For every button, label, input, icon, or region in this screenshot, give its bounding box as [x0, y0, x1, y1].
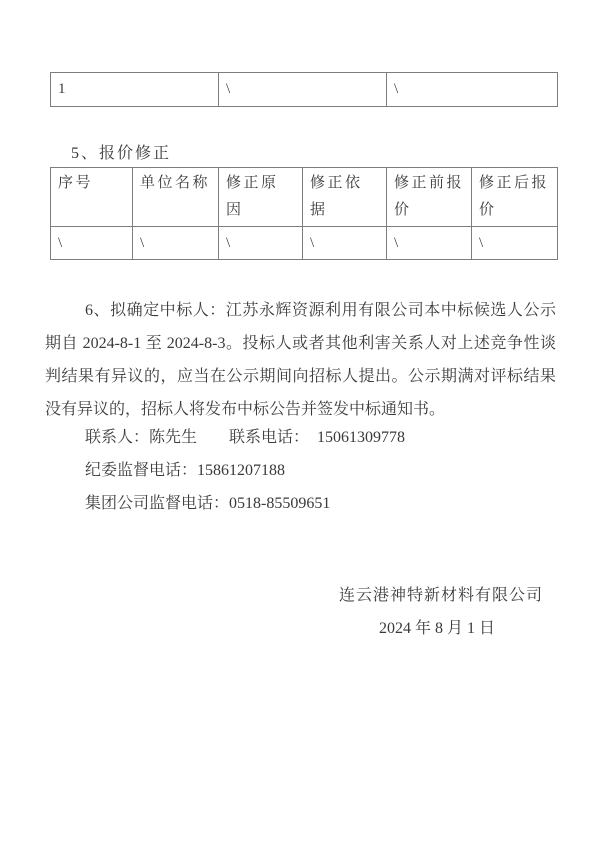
correction-cell-6: \ — [472, 227, 558, 260]
price-correction-table — [50, 167, 558, 260]
discipline-supervision-phone-line: 纪委监督电话：15861207188 — [85, 462, 286, 479]
section5-heading: 5、报价修正 — [71, 145, 172, 162]
contact-block — [85, 421, 525, 520]
continuation-cell-index: 1 — [51, 73, 219, 107]
table-row — [51, 73, 558, 107]
continuation-table — [50, 72, 558, 107]
column-header-price-before: 修正前报价 — [387, 168, 472, 227]
correction-cell-2: \ — [133, 227, 219, 260]
signature-date: 2024 年 8 月 1 日 — [378, 620, 495, 637]
column-header-seq: 序号 — [51, 168, 133, 227]
table-row — [51, 227, 558, 260]
correction-cell-5: \ — [387, 227, 472, 260]
section6-paragraph: 6、拟确定中标人：江苏永辉资源利用有限公司本中标候选人公示期自 2024-8-1 至 2024-8-3。投标人或者其他利害关系人对上述竞争性谈判结果有异议的，应当在公示期间向招标人提出。公示期满对评标结果没有异议的，招标人将发布中标公告并签发中标通知书。 — [45, 302, 556, 418]
continuation-cell-3: \ — [387, 73, 558, 107]
column-header-correction-basis: 修正依据 — [303, 168, 387, 227]
correction-cell-4: \ — [303, 227, 387, 260]
contact-person-line: 联系人：陈先生 联系电话： 15061309778 — [85, 429, 406, 446]
group-supervision-phone-line: 集团公司监督电话：0518-85509651 — [85, 495, 331, 512]
column-header-correction-reason: 修正原因 — [219, 168, 303, 227]
continuation-cell-2: \ — [219, 73, 387, 107]
correction-cell-3: \ — [219, 227, 303, 260]
signature-company-name: 连云港神特新材料有限公司 — [338, 587, 543, 604]
table-header-row — [51, 168, 558, 227]
correction-cell-1: \ — [51, 227, 133, 260]
column-header-unit-name: 单位名称 — [133, 168, 219, 227]
column-header-price-after: 修正后报价 — [472, 168, 558, 227]
